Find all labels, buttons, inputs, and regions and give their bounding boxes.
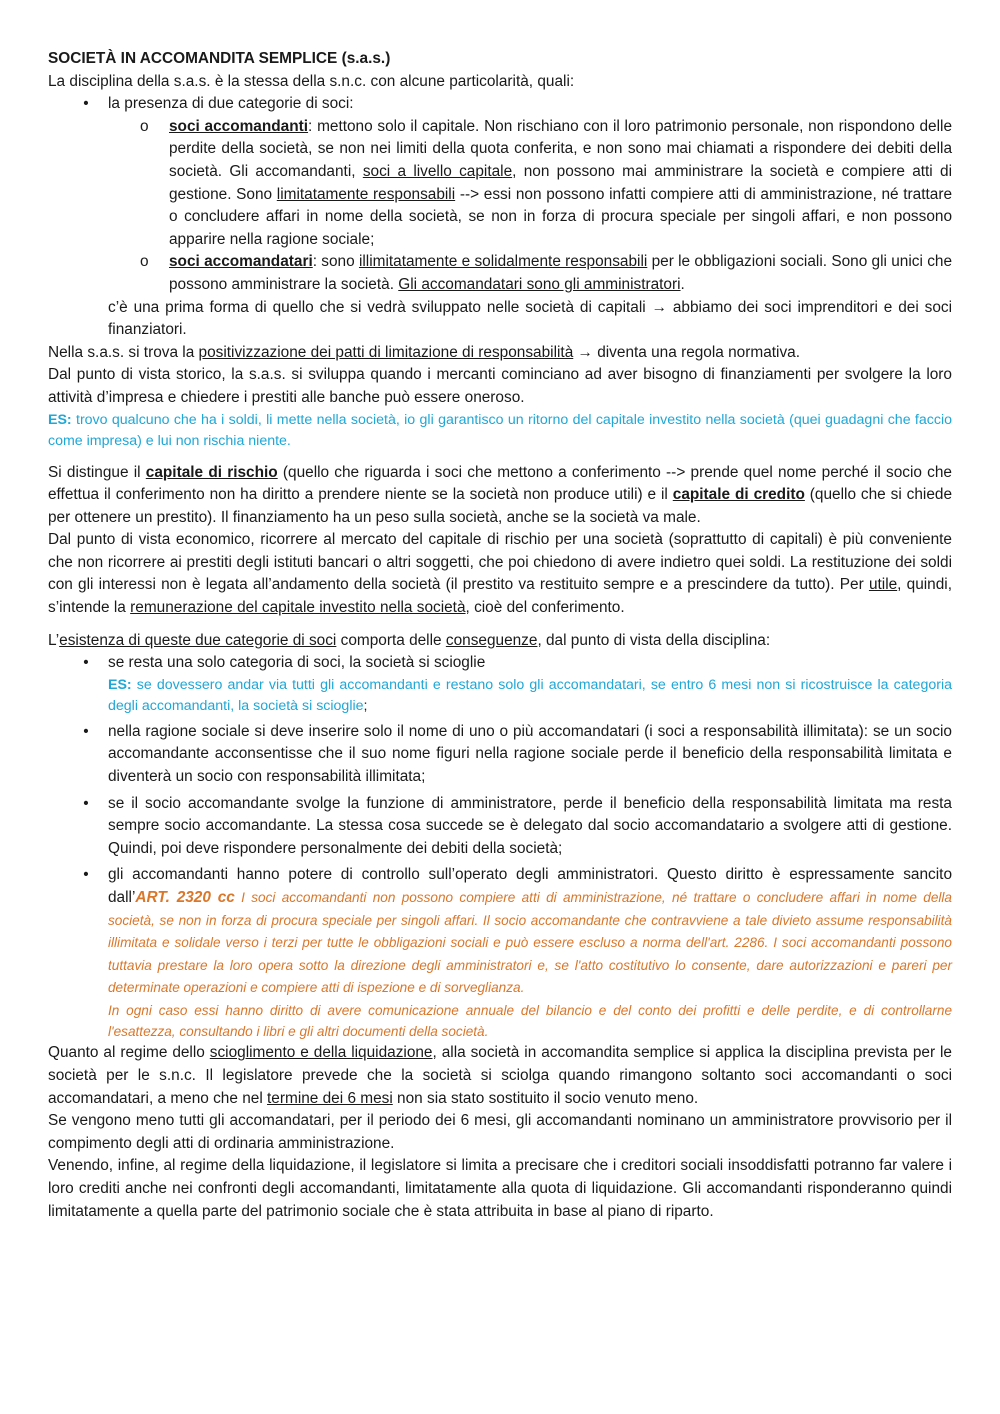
text-span: , cioè del conferimento. (465, 599, 625, 617)
term-capitale-rischio: capitale di rischio (145, 463, 278, 481)
text-span: non sia stato sostituito il socio venuto meno. (392, 1089, 699, 1107)
positivizzazione-paragraph (48, 342, 952, 365)
term-remunerazione: remunerazione del capitale investito nella società (130, 599, 466, 617)
term-limitatamente-responsabili: limitatamente responsabili (276, 185, 456, 203)
circle-bullet-icon: o (140, 253, 149, 271)
text-span: (quello che si chiede per ottenere un prestito). Il finanziamento ha un peso sulla società, anche se la società va male. (48, 486, 953, 526)
list-item-amministratore (48, 793, 952, 861)
example-label: ES: (48, 411, 72, 428)
liquidazione-paragraph: Venendo, infine, al regime della liquidazione, il legislatore si limita a precisare che i creditori sociali insoddisfatti potranno far valere i loro crediti anche nei confronti degli accomandanti, limitatamente alla quota di liquidazione. Gli accomandanti risponderanno quindi limitatamente a quella parte del patrimonio sociale che è stata attribuita in base al piano di riparto. (48, 1157, 952, 1220)
bullet-icon: • (83, 95, 89, 113)
text-span: Dal punto di vista economico, ricorrere al mercato del capitale di rischio per una società (soprattutto di capitali) è più conveniente che non ricorrere ai prestiti degli istituti bancari o altri soggetti, che poi chiedono di avere indietro quei soldi. La restituzione dei soldi con gli interessi non è legata all’andamento della società (il prestito va restituito sempre e a prescindere da tutto). Per (48, 531, 952, 594)
sublist-item-accomandanti (48, 116, 952, 252)
text-span: → diventa una regola normativa. (573, 343, 800, 361)
example-note (48, 410, 952, 452)
article-quote-continued: In ogni caso essi hanno diritto di avere comunicazione annuale del bilancio e del conto dei profitti e delle perdite, e di controllarne l'esattezza, consultando i libri e gli altri documenti della società. (108, 1002, 952, 1040)
example-text: se dovessero andar via tutti gli accomandanti e restano solo gli accomandatari, se entro 6 mesi non si ricostruisce la categoria degli accomandanti, la società si scioglie (108, 676, 952, 714)
example-text: trovo qualcuno che ha i soldi, li mette nella società, io gli garantisco un ritorno del capitale investito nella società (quei guadagni che faccio come impresa) e lui non rischia niente. (48, 411, 952, 449)
document-title: SOCIETÀ IN ACCOMANDITA SEMPLICE (s.a.s.) (48, 50, 391, 67)
term-soci-livello-capitale: soci a livello capitale (362, 162, 513, 180)
term-accomandatari-amministratori: Gli accomandatari sono gli amministratori (398, 275, 681, 293)
list-item-scioglimento (48, 652, 952, 717)
text-span: --> essi non possono infatti compiere atti di amministrazione, né trattare o concludere affari in nome della società, se non in forza di procura speciale per singoli affari, e non possono apparire nella ragione sociale; (169, 185, 953, 248)
text-span: , non possono mai amministrare la società e compiere atti di gestione. Sono (169, 162, 952, 203)
list-item-categories (48, 93, 952, 116)
capitale-paragraph (48, 462, 952, 530)
list-item-text: la presenza di due categorie di soci: (108, 95, 354, 113)
circle-bullet-icon: o (140, 117, 149, 135)
text-span: (quello che riguarda i soci che mettono a conferimento --> prende quel nome perché il socio che effettua il conferimento non ha diritto a prendere niente se la società non produce utili) e il (48, 463, 952, 504)
text-span: per le obbligazioni sociali. Sono gli unici che possono amministrare la società. (169, 253, 953, 293)
document-page (48, 48, 952, 1223)
term-illimitatamente-responsabili: illimitatamente e solidalmente responsabili (358, 253, 648, 271)
text-span: . (680, 275, 685, 293)
list-item-text: se il socio accomandante svolge la funzione di amministratore, perde il beneficio della responsabilità limitata ma resta sempre socio accomandante. La stessa cosa succede se è delegato dal socio accomandatario a svolgere atti di gestione. Quindi, poi deve rispondere personalmente dei debiti della società; (108, 794, 952, 857)
bullet-icon: • (83, 722, 89, 740)
term-accomandanti: soci accomandanti (169, 117, 309, 135)
term-utile: utile (868, 576, 898, 594)
text-span: Quanto al regime dello (48, 1044, 210, 1062)
list-item-ragione-sociale (48, 721, 952, 789)
intro-paragraph: La disciplina della s.a.s. è la stessa della s.n.c. con alcune particolarità, quali: (48, 72, 575, 90)
bullet-icon: • (83, 654, 89, 672)
consequences-intro (48, 630, 952, 653)
term-scioglimento-liquidazione: scioglimento e della liquidazione (209, 1044, 433, 1062)
economic-paragraph (48, 529, 952, 619)
text-span: : sono (312, 253, 359, 271)
scioglimento-paragraph (48, 1042, 952, 1110)
text-span: ; (363, 697, 368, 714)
capital-societies-note: c’è una prima forma di quello che si vedrà sviluppato nelle società di capitali → abbiamo dei soci imprenditori e dei soci finanziatori. (108, 298, 952, 339)
text-span: Si distingue il (48, 463, 146, 481)
text-span: , dal punto di vista della disciplina: (537, 631, 771, 649)
example-note (108, 675, 952, 717)
list-item-text: se resta una solo categoria di soci, la società si scioglie (108, 654, 486, 672)
historical-paragraph: Dal punto di vista storico, la s.a.s. si sviluppa quando i mercanti cominciano ad aver bisogno di finanziamenti per svolgere la loro attività d’impresa e chiedere i prestiti alle banche può essere oneroso. (48, 366, 952, 406)
amministratore-provvisorio-paragraph: Se vengono meno tutti gli accomandatari, per il periodo dei 6 mesi, gli accomandanti nominano un amministratore provvisorio per il compimento degli atti di ordinaria amministrazione. (48, 1112, 952, 1152)
term-positivizzazione: positivizzazione dei patti di limitazione di responsabilità (198, 343, 574, 361)
example-label: ES: (108, 676, 132, 693)
list-item-text: nella ragione sociale si deve inserire solo il nome di uno o più accomandatari (i soci a responsabilità illimitata): se un socio accomandante acconsentisse che il suo nome figuri nella ragione sociale perde il beneficio della responsabilità limitata e diventerà un socio con responsabilità illimitata; (108, 722, 952, 786)
article-reference: ART. 2320 cc (135, 889, 235, 906)
bullet-icon: • (83, 794, 89, 812)
list-item-text: gli accomandanti hanno potere di controllo sull’operato degli amministratori. Questo diritto è espressamente sancito dall’ (108, 866, 952, 906)
sublist-item-accomandatari (48, 251, 952, 296)
bullet-icon: • (83, 866, 89, 884)
text-span: , quindi, s’intende la (48, 576, 953, 617)
text-span: L’ (48, 631, 60, 649)
term-esistenza-categorie: esistenza di queste due categorie di soci (59, 631, 337, 649)
text-span: Nella s.a.s. si trova la (48, 343, 199, 361)
term-termine-6-mesi: termine dei 6 mesi (267, 1089, 393, 1107)
text-span: , alla società in accomandita semplice si applica la disciplina prevista per le società per le s.n.c. Il legislatore prevede che la società si sciolga quando rimangono soltanto soci accomandanti o soci accomandatari, a meno che nel (48, 1044, 952, 1107)
text-span: comporta delle (336, 631, 446, 649)
term-accomandatari: soci accomandatari (169, 253, 313, 271)
term-conseguenze: conseguenze (445, 631, 538, 649)
article-quote: I soci accomandanti non possono compiere atti di amministrazione, né trattare o concludere affari in nome della società, se non in forza di procura speciale per singoli affari. Il socio accomandante che contravviene a tale divieto assume responsabilità illimitata e solidale verso i terzi per tutte le obbligazioni sociali e può essere escluso a norma dell'art. 2286. I soci accomandanti possono tuttavia prestare la loro opera sotto la direzione degli amministratori e, se l'atto costitutivo lo consente, dare autorizzazioni e pareri per determinate operazioni e compiere atti di ispezione e di sorveglianza. (108, 890, 952, 996)
term-capitale-credito: capitale di credito (672, 486, 805, 504)
list-item-controllo (48, 864, 952, 1042)
text-span: : mettono solo il capitale. Non rischiano con il loro patrimonio personale, non rispondono delle perdite della società, se non nei limiti della quota conferita, e non sono mai chiamati a rispondere dei debiti della società. Gli accomandanti, (169, 117, 953, 180)
